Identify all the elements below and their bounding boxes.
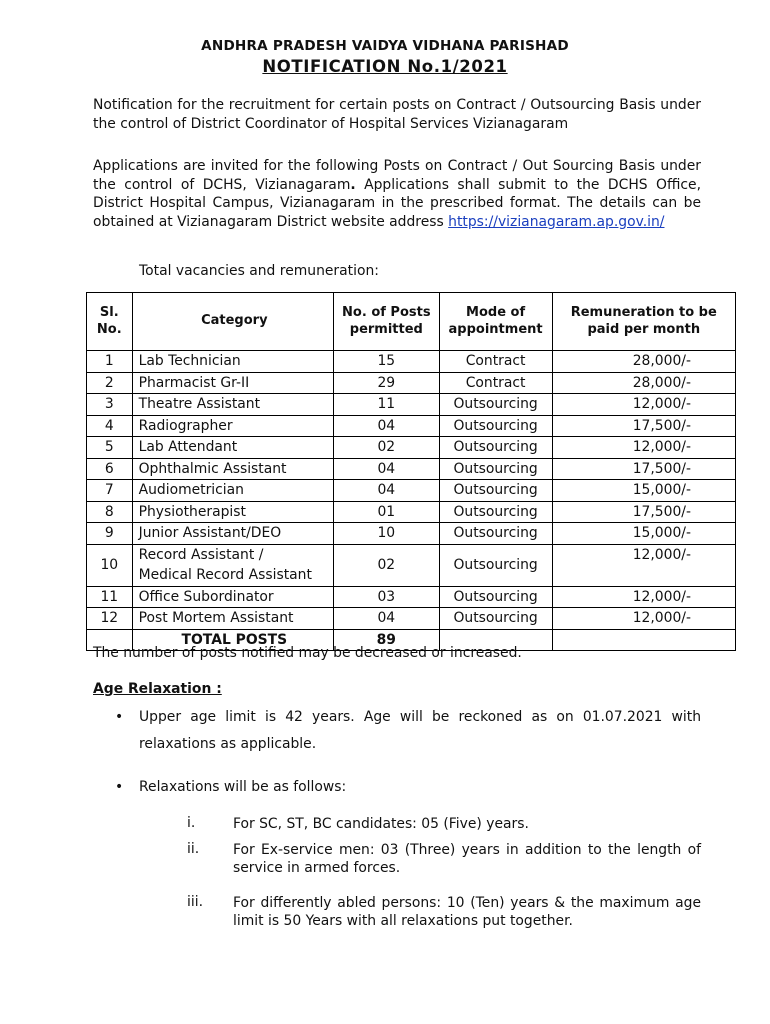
applications-text-1: Applications are invited for the following Posts on Contract / Out Sourcing Basis under the control of DCHS, Vizianagaram (93, 158, 701, 193)
table-row (87, 351, 736, 373)
row-remuneration: 28,000/- (552, 372, 735, 394)
row-sl: 11 (87, 586, 133, 608)
table-row (87, 544, 736, 586)
vacancies-table (86, 292, 736, 651)
row-sl: 6 (87, 458, 133, 480)
row-category-line1: Record Assistant / (138, 546, 264, 563)
relaxation-text: For SC, ST, BC candidates: 05 (Five) years. (233, 816, 529, 832)
table-row (87, 523, 736, 545)
row-posts: 02 (334, 437, 440, 459)
row-posts: 04 (334, 458, 440, 480)
age-relaxation-heading: Age Relaxation : (93, 681, 222, 697)
row-category-line2: Medical Record Assistant (138, 567, 312, 583)
row-sl: 7 (87, 480, 133, 502)
row-posts: 04 (334, 415, 440, 437)
row-mode: Outsourcing (439, 480, 552, 502)
table-row (87, 608, 736, 630)
district-website-link[interactable]: https://vizianagaram.ap.gov.in/ (448, 213, 665, 230)
header-category: Category (132, 293, 333, 351)
applications-period: . (350, 176, 356, 193)
row-sl: 9 (87, 523, 133, 545)
row-category: Pharmacist Gr-II (132, 372, 333, 394)
table-header-row (87, 293, 736, 351)
row-remuneration: 12,000/- (552, 608, 735, 630)
row-category: Lab Attendant (132, 437, 333, 459)
header-sl-no: Sl. No. (87, 293, 133, 351)
row-sl: 8 (87, 501, 133, 523)
header-mode: Mode of appointment (439, 293, 552, 351)
row-mode: Outsourcing (439, 586, 552, 608)
intro-paragraph: Notification for the recruitment for certain posts on Contract / Outsourcing Basis under the control of District Coordinator of Hospital Services Vizianagaram (93, 97, 701, 132)
table-row (87, 586, 736, 608)
row-remuneration: 17,500/- (552, 458, 735, 480)
notification-title: NOTIFICATION No.1/2021 (262, 57, 508, 76)
row-sl: 5 (87, 437, 133, 459)
row-remuneration: 17,500/- (552, 415, 735, 437)
row-sl: 2 (87, 372, 133, 394)
row-sl: 1 (87, 351, 133, 373)
row-mode: Outsourcing (439, 523, 552, 545)
row-sl: 12 (87, 608, 133, 630)
relaxation-number: ii. (187, 841, 200, 857)
row-remuneration: 17,500/- (552, 501, 735, 523)
row-category: Lab Technician (132, 351, 333, 373)
row-mode: Contract (439, 351, 552, 373)
row-mode: Contract (439, 372, 552, 394)
row-remuneration: 12,000/- (552, 544, 735, 586)
row-posts: 01 (334, 501, 440, 523)
row-remuneration: 15,000/- (552, 523, 735, 545)
table-caption: Total vacancies and remuneration: (139, 263, 379, 279)
row-mode: Outsourcing (439, 608, 552, 630)
row-posts: 15 (334, 351, 440, 373)
relaxation-text: For differently abled persons: 10 (Ten) years & the maximum age limit is 50 Years with all relaxations put together. (233, 895, 701, 929)
row-mode: Outsourcing (439, 415, 552, 437)
relaxation-number: i. (187, 815, 196, 831)
row-sl: 4 (87, 415, 133, 437)
table-row (87, 437, 736, 459)
row-remuneration: 28,000/- (552, 351, 735, 373)
header-posts: No. of Posts permitted (334, 293, 440, 351)
row-remuneration: 12,000/- (552, 586, 735, 608)
row-category: Office Subordinator (132, 586, 333, 608)
row-mode: Outsourcing (439, 394, 552, 416)
row-posts: 03 (334, 586, 440, 608)
row-category: Ophthalmic Assistant (132, 458, 333, 480)
posts-note: The number of posts notified may be decreased or increased. (93, 645, 522, 661)
row-mode: Outsourcing (439, 458, 552, 480)
row-category (132, 544, 333, 586)
table-row (87, 501, 736, 523)
row-category: Theatre Assistant (132, 394, 333, 416)
table-row (87, 480, 736, 502)
row-posts: 04 (334, 480, 440, 502)
table-row (87, 372, 736, 394)
row-mode: Outsourcing (439, 544, 552, 586)
row-posts: 29 (334, 372, 440, 394)
applications-text-2: Applications shall submit to the DCHS Office, District Hospital Campus, Vizianagaram in the prescribed format. The details can be obtained at Vizianagaram District website address (93, 176, 702, 230)
row-mode: Outsourcing (439, 437, 552, 459)
table-row (87, 394, 736, 416)
row-posts: 02 (334, 544, 440, 586)
row-category: Radiographer (132, 415, 333, 437)
applications-paragraph (93, 157, 701, 231)
row-remuneration: 12,000/- (552, 437, 735, 459)
row-sl: 10 (87, 544, 133, 586)
total-label: TOTAL POSTS (132, 629, 333, 651)
row-posts: 04 (334, 608, 440, 630)
organization-name: ANDHRA PRADESH VAIDYA VIDHANA PARISHAD (201, 38, 569, 54)
row-category: Physiotherapist (132, 501, 333, 523)
total-value: 89 (334, 629, 440, 651)
relaxation-text: For Ex-service men: 03 (Three) years in addition to the length of service in armed forces. (233, 842, 701, 876)
row-sl: 3 (87, 394, 133, 416)
total-empty-rem (552, 629, 735, 651)
table-row (87, 458, 736, 480)
row-category: Post Mortem Assistant (132, 608, 333, 630)
age-bullet-relaxations: • Relaxations will be as follows: (139, 774, 701, 801)
row-category: Audiometrician (132, 480, 333, 502)
row-posts: 11 (334, 394, 440, 416)
row-category: Junior Assistant/DEO (132, 523, 333, 545)
row-remuneration: 15,000/- (552, 480, 735, 502)
row-posts: 10 (334, 523, 440, 545)
row-remuneration: 12,000/- (552, 394, 735, 416)
row-mode: Outsourcing (439, 501, 552, 523)
table-row (87, 415, 736, 437)
header-remuneration: Remuneration to be paid per month (552, 293, 735, 351)
age-bullet-upper-limit: • Upper age limit is 42 years. Age will be reckoned as on 01.07.2021 with relaxations as applicable. (139, 704, 701, 758)
table-body (87, 351, 736, 651)
relaxation-number: iii. (187, 894, 203, 910)
